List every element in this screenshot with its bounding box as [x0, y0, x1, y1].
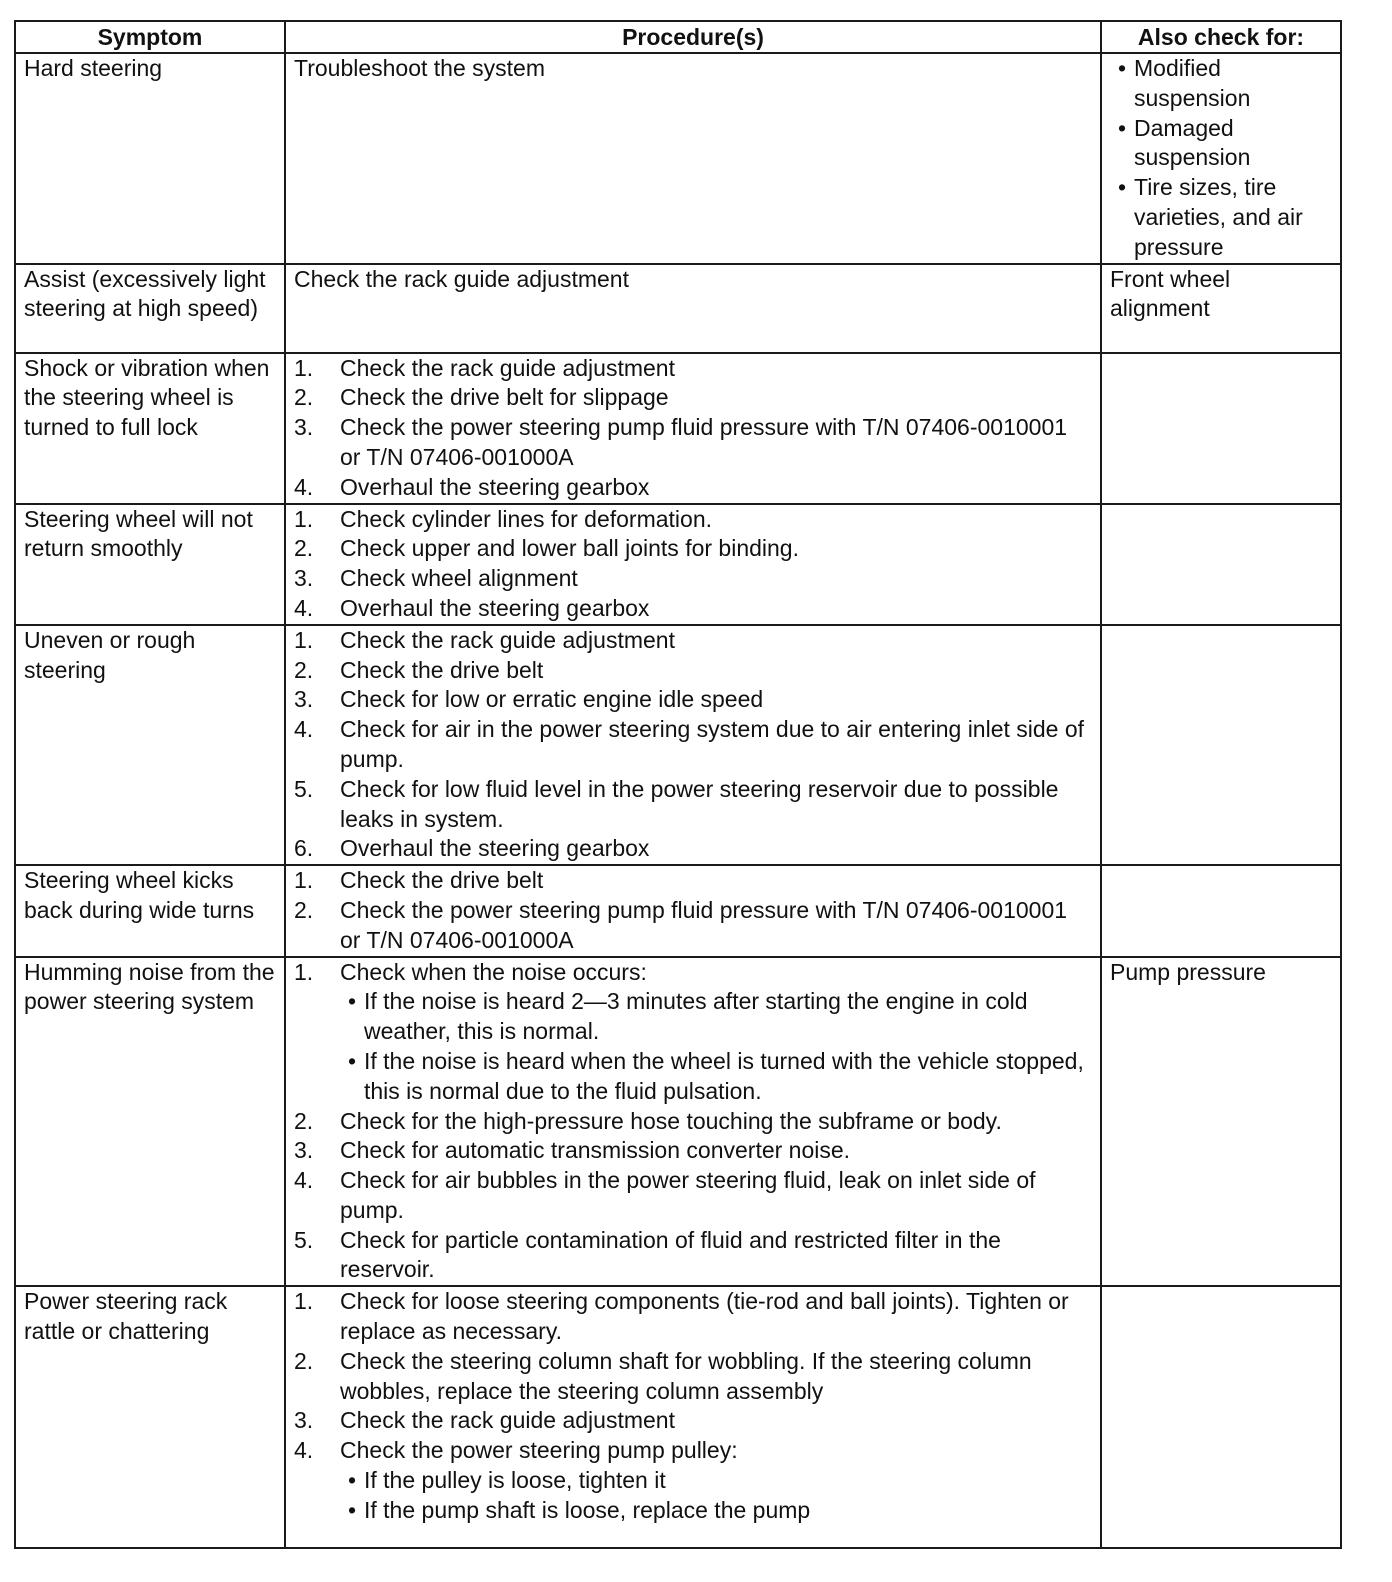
also-check-cell [1101, 264, 1341, 353]
procedure-step [294, 685, 1092, 715]
procedure-step [294, 564, 1092, 594]
step-number: 4. [294, 473, 314, 500]
procedure-step [294, 775, 1092, 835]
also-check-cell [1101, 353, 1341, 504]
also-check-text: Front wheel alignment [1110, 265, 1231, 322]
sub-item-text: If the noise is heard 2—3 minutes after starting the engine in cold weather, this is normal. [364, 988, 1028, 1045]
table-row [15, 625, 1341, 865]
procedure-step [294, 896, 1092, 956]
step-number: 3. [294, 565, 314, 592]
procedure-step [294, 383, 1092, 413]
procedure-text: Troubleshoot the system [294, 55, 545, 81]
procedure-step [294, 834, 1092, 864]
procedure-step [294, 866, 1092, 896]
procedure-step [294, 1136, 1092, 1166]
procedure-cell [285, 264, 1101, 353]
step-sub-item [294, 1047, 1092, 1107]
symptom-cell [15, 625, 285, 865]
procedure-step [294, 594, 1092, 624]
step-text: Check the rack guide adjustment [340, 626, 675, 653]
step-text: Overhaul the steering gearbox [340, 835, 650, 862]
symptom-header: Symptom [15, 21, 285, 53]
bullet-icon: • [347, 988, 357, 1015]
step-number: 4. [294, 716, 314, 743]
table-row [15, 353, 1341, 504]
also-check-item [1110, 114, 1332, 174]
procedure-step [294, 1287, 1092, 1347]
also-check-cell [1101, 53, 1341, 264]
procedure-step [294, 1107, 1092, 1137]
sub-item-text: If the pulley is loose, tighten it [364, 1467, 666, 1494]
step-number: 2. [294, 1347, 314, 1374]
bullet-icon: • [347, 1467, 357, 1494]
symptom-cell [15, 353, 285, 504]
step-text: Check wheel alignment [340, 565, 578, 592]
also-check-cell [1101, 957, 1341, 1287]
procedure-step [294, 1347, 1092, 1407]
table-body [15, 53, 1341, 1548]
procedure-step [294, 473, 1092, 503]
step-text: Check for low or erratic engine idle speed [340, 686, 764, 713]
step-text: Check the power steering pump fluid pressure with T/N 07406-0010001 or T/N 07406-001000A [340, 414, 1068, 470]
step-text: Check the drive belt [340, 867, 544, 894]
step-number: 1. [294, 867, 314, 894]
procedure-step [294, 1166, 1092, 1226]
also-check-cell [1101, 625, 1341, 865]
procedure-step [294, 1406, 1092, 1436]
symptom-cell [15, 53, 285, 264]
procedure-step [294, 626, 1092, 656]
step-sub-item [294, 1496, 1092, 1526]
step-text: Check the power steering pump pulley: [340, 1437, 738, 1464]
also-check-text: Tire sizes, tire varieties, and air pressure [1134, 174, 1303, 260]
step-text: Check upper and lower ball joints for binding. [340, 535, 799, 562]
troubleshooting-table [14, 20, 1342, 1549]
procedure-step [294, 715, 1092, 775]
table-row [15, 504, 1341, 625]
also-check-header: Also check for: [1101, 21, 1341, 53]
symptom-text: Hard steering [24, 55, 163, 81]
step-number: 2. [294, 896, 314, 923]
step-number: 4. [294, 594, 314, 621]
symptom-cell [15, 504, 285, 625]
step-number: 3. [294, 1137, 314, 1164]
step-number: 6. [294, 835, 314, 862]
table-row [15, 264, 1341, 353]
step-number: 3. [294, 1407, 314, 1434]
also-check-text: Modified suspension [1134, 55, 1251, 111]
step-text: Check the drive belt [340, 656, 544, 683]
step-number: 1. [294, 1288, 314, 1315]
symptom-cell [15, 1286, 285, 1548]
bullet-icon: • [347, 1047, 357, 1074]
also-check-item [1110, 173, 1332, 262]
step-number: 2. [294, 1107, 314, 1134]
procedure-cell [285, 53, 1101, 264]
also-check-list [1110, 54, 1332, 263]
symptom-text: Assist (excessively light steering at high speed) [24, 265, 266, 322]
bullet-icon: • [1117, 114, 1127, 141]
procedure-cell [285, 625, 1101, 865]
step-text: Check the steering column shaft for wobbling. If the steering column wobbles, replace the steering column assembly [340, 1347, 1032, 1404]
procedure-cell [285, 504, 1101, 625]
step-sub-item [294, 987, 1092, 1047]
step-text: Check cylinder lines for deformation. [340, 505, 712, 532]
step-number: 4. [294, 1437, 314, 1464]
step-text: Check the rack guide adjustment [340, 1407, 675, 1434]
step-text: Check the power steering pump fluid pressure with T/N 07406-0010001 or T/N 07406-001000A [340, 896, 1068, 953]
table-row [15, 53, 1341, 264]
step-number: 3. [294, 686, 314, 713]
sub-item-text: If the noise is heard when the wheel is turned with the vehicle stopped, this is normal due to the fluid pulsation. [364, 1047, 1084, 1104]
also-check-text: Damaged suspension [1134, 114, 1251, 171]
procedure-step [294, 505, 1092, 535]
step-number: 1. [294, 958, 314, 985]
table-row [15, 957, 1341, 1287]
step-text: Check for particle contamination of fluid and restricted filter in the reservoir. [340, 1226, 1001, 1283]
step-text: Check for air bubbles in the power steering fluid, leak on inlet side of pump. [340, 1167, 1036, 1223]
step-text: Check the drive belt for slippage [340, 384, 669, 411]
symptom-cell [15, 264, 285, 353]
bullet-icon: • [1117, 174, 1127, 201]
step-sub-item [294, 1466, 1092, 1496]
step-number: 1. [294, 626, 314, 653]
step-text: Check for loose steering components (tie-rod and ball joints). Tighten or replace as necessary. [340, 1288, 1069, 1345]
bullet-icon: • [1117, 55, 1127, 81]
procedure-cell [285, 865, 1101, 956]
also-check-cell [1101, 504, 1341, 625]
step-number: 3. [294, 414, 314, 441]
procedure-step [294, 958, 1092, 988]
also-check-cell [1101, 1286, 1341, 1548]
procedure-cell [285, 353, 1101, 504]
table-row [15, 865, 1341, 956]
step-text: Check the rack guide adjustment [340, 354, 675, 381]
symptom-text: Power steering rack rattle or chattering [24, 1288, 228, 1345]
sub-item-text: If the pump shaft is loose, replace the pump [364, 1496, 811, 1523]
symptom-cell [15, 957, 285, 1287]
bullet-icon: • [347, 1496, 357, 1523]
also-check-text: Pump pressure [1110, 958, 1266, 985]
procedure-cell [285, 1286, 1101, 1548]
symptom-text: Steering wheel kicks back during wide turns [24, 867, 255, 923]
step-text: Check for air in the power steering system due to air entering inlet side of pump. [340, 716, 1085, 772]
step-text: Check for the high-pressure hose touching the subframe or body. [340, 1107, 1002, 1134]
table-row [15, 1286, 1341, 1548]
step-number: 4. [294, 1167, 314, 1194]
procedure-cell [285, 957, 1101, 1287]
procedure-header: Procedure(s) [285, 21, 1101, 53]
also-check-item [1110, 54, 1332, 114]
step-number: 2. [294, 384, 314, 411]
symptom-text: Steering wheel will not return smoothly [24, 505, 253, 562]
procedure-step [294, 1436, 1092, 1466]
step-text: Check for automatic transmission converter noise. [340, 1137, 851, 1164]
procedure-step [294, 1226, 1092, 1286]
step-number: 2. [294, 535, 314, 562]
step-text: Check for low fluid level in the power steering reservoir due to possible leaks in system. [340, 775, 1059, 832]
header-row [15, 21, 1341, 53]
table-header [15, 21, 1341, 53]
step-number: 2. [294, 656, 314, 683]
procedure-step [294, 413, 1092, 473]
step-number: 5. [294, 775, 314, 802]
procedure-step [294, 656, 1092, 686]
symptom-text: Humming noise from the power steering system [24, 958, 275, 1015]
symptom-text: Uneven or rough steering [24, 626, 196, 683]
procedure-step [294, 534, 1092, 564]
procedure-step [294, 354, 1092, 384]
procedure-text: Check the rack guide adjustment [294, 265, 629, 292]
step-number: 1. [294, 505, 314, 532]
symptom-text: Shock or vibration when the steering wheel is turned to full lock [24, 354, 270, 441]
step-number: 1. [294, 354, 314, 381]
also-check-cell [1101, 865, 1341, 956]
step-text: Overhaul the steering gearbox [340, 473, 650, 500]
step-text: Overhaul the steering gearbox [340, 594, 650, 621]
symptom-cell [15, 865, 285, 956]
step-number: 5. [294, 1226, 314, 1253]
step-text: Check when the noise occurs: [340, 958, 647, 985]
